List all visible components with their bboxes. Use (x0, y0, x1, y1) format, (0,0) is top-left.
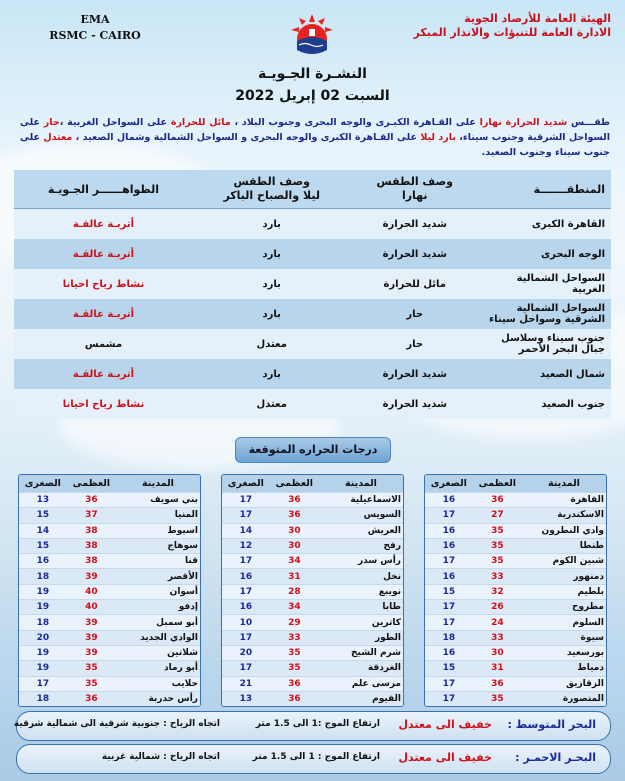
min-temp: 15 (425, 661, 473, 676)
min-temp: 17 (222, 661, 270, 676)
max-temp: 35 (67, 676, 116, 691)
min-header: الصغرى (19, 475, 67, 493)
temp-row (222, 661, 403, 676)
temp-row (19, 600, 200, 615)
summary-text: على القـاهرة الكبرى والوجه البحرى و السواحل الشمالية وشمال الصعيد ، (72, 132, 421, 143)
max-temp: 32 (473, 584, 522, 599)
max-temp: 31 (270, 569, 319, 584)
region-cell: السواحل الشمالية الشرقية وسواحل سيناء (479, 299, 611, 329)
temp-row (425, 584, 606, 599)
max-header: العظمى (270, 475, 319, 493)
max-temp: 38 (67, 554, 116, 569)
min-temp: 17 (222, 493, 270, 508)
min-temp: 16 (222, 569, 270, 584)
city-name: رأس سدر (319, 554, 403, 569)
day-cell: شديد الحرارة (351, 209, 479, 240)
city-name: القاهرة (522, 493, 606, 508)
min-temp: 17 (425, 600, 473, 615)
city-name: الوادي الجديد (116, 630, 200, 645)
table-row (14, 389, 611, 419)
sea-name: البحـر الاحمـر : (515, 751, 596, 764)
night-cell: بارد (193, 209, 351, 240)
temp-row (222, 676, 403, 691)
temp-row (19, 691, 200, 706)
city-name: شلاتين (116, 645, 200, 660)
summary-highlight: معتدل (43, 132, 73, 143)
min-temp: 16 (222, 600, 270, 615)
ema-label: EMA (80, 13, 110, 26)
min-header: الصغرى (425, 475, 473, 493)
min-temp: 17 (222, 584, 270, 599)
temp-row (19, 538, 200, 553)
temp-row (425, 523, 606, 538)
max-temp: 30 (473, 645, 522, 660)
min-temp: 14 (19, 523, 67, 538)
temp-row (19, 554, 200, 569)
summary-highlight: بارد ليلا (420, 132, 456, 143)
min-temp: 16 (425, 645, 473, 660)
city-name: كاترين (319, 615, 403, 630)
city-name: بلطيم (522, 584, 606, 599)
max-temp: 35 (473, 538, 522, 553)
night-cell: معتدل (193, 389, 351, 419)
col-region-header: المنطقـــــــة (479, 170, 611, 209)
max-temp: 40 (67, 600, 116, 615)
temp-row (425, 600, 606, 615)
city-name: رفح (319, 538, 403, 553)
region-cell: السواحل الشمالية الغربية (479, 269, 611, 299)
temp-row (425, 645, 606, 660)
min-temp: 19 (19, 600, 67, 615)
temp-row (19, 584, 200, 599)
city-name: سوهاج (116, 538, 200, 553)
temp-row (425, 538, 606, 553)
temps-box-right (424, 474, 607, 707)
min-temp: 15 (19, 508, 67, 523)
day-cell: شديد الحرارة (351, 389, 479, 419)
max-temp: 39 (67, 645, 116, 660)
temp-row (19, 661, 200, 676)
max-temp: 36 (473, 493, 522, 508)
temp-row (19, 630, 200, 645)
phenomena-cell: مشمس (14, 329, 193, 359)
phenomena-cell: نشاط رياح احيانا (14, 269, 193, 299)
city-name: أبو رماد (116, 661, 200, 676)
temp-row (19, 645, 200, 660)
col-phenomena-header: الظواهــــــر الجـويـة (14, 170, 193, 209)
min-temp: 17 (222, 630, 270, 645)
summary-highlight: حار (43, 117, 60, 128)
temperatures-title: درجات الحراره المتوقعة (235, 437, 391, 463)
max-header: العظمى (67, 475, 116, 493)
temp-row (222, 523, 403, 538)
summary-highlight: مائل للحرارة (170, 117, 231, 128)
night-cell: معتدل (193, 329, 351, 359)
temps-box-left (18, 474, 201, 707)
authority-name: الهيئة العامة للأرصاد الجوية (464, 12, 611, 25)
min-temp: 20 (222, 645, 270, 660)
city-name: وادي النطرون (522, 523, 606, 538)
temp-row (425, 630, 606, 645)
max-temp: 38 (67, 538, 116, 553)
temp-row (222, 645, 403, 660)
ema-header (40, 12, 150, 44)
city-name: طنطا (522, 538, 606, 553)
table-header-row (14, 170, 611, 209)
city-name: طابا (319, 600, 403, 615)
min-temp: 17 (425, 508, 473, 523)
max-temp: 35 (473, 691, 522, 706)
summary-text: طقـــس (567, 117, 610, 128)
city-name: رأس حدربة (116, 691, 200, 706)
city-name: المنصورة (522, 691, 606, 706)
temp-row (425, 508, 606, 523)
max-temp: 39 (67, 630, 116, 645)
city-name: دمنهور (522, 569, 606, 584)
min-temp: 17 (425, 676, 473, 691)
temp-row (425, 554, 606, 569)
table-row (14, 299, 611, 329)
summary-text: على القـاهرة الكبـرى والوجه البحرى وجنوب البلاد ، (230, 117, 480, 128)
phenomena-cell: نشاط رياح احيانا (14, 389, 193, 419)
max-temp: 29 (270, 615, 319, 630)
table-row (14, 209, 611, 240)
wave-height: ارتفاع الموج : 1 الى 1.5 متر (252, 752, 380, 762)
min-temp: 17 (425, 615, 473, 630)
max-temp: 31 (473, 661, 522, 676)
col-day-header: وصف الطقس نهارا (351, 170, 479, 209)
ema-logo-icon (287, 12, 337, 62)
max-temp: 33 (473, 569, 522, 584)
temp-row (19, 676, 200, 691)
city-name: الطور (319, 630, 403, 645)
max-temp: 35 (270, 645, 319, 660)
city-name: نخل (319, 569, 403, 584)
min-temp: 17 (222, 554, 270, 569)
temp-row (425, 615, 606, 630)
sea-name: البحر المتوسط : (507, 718, 596, 731)
city-name: الاسماعيلية (319, 493, 403, 508)
sea-red (16, 744, 611, 774)
sea-mediterranean (13, 711, 611, 741)
table-row (14, 359, 611, 389)
min-temp: 16 (19, 554, 67, 569)
temps-box-middle (221, 474, 404, 707)
city-name: سيوة (522, 630, 606, 645)
city-name: مطروح (522, 600, 606, 615)
max-header: العظمى (473, 475, 522, 493)
weather-summary (20, 115, 610, 160)
min-temp: 20 (19, 630, 67, 645)
rsmc-label: RSMC - CAIRO (49, 29, 141, 42)
temp-row (222, 508, 403, 523)
min-temp: 14 (222, 523, 270, 538)
max-temp: 36 (270, 508, 319, 523)
day-cell: حار (351, 329, 479, 359)
night-cell: بارد (193, 239, 351, 269)
table-row (14, 329, 611, 359)
max-temp: 36 (270, 676, 319, 691)
summary-highlight: شديد الحرارة نهارا (479, 117, 568, 128)
authority-header (391, 12, 611, 40)
summary-text: على السواحل الشرقية وجنوب سيناء، (20, 117, 610, 143)
table-row (14, 239, 611, 269)
day-cell: مائل للحرارة (351, 269, 479, 299)
bulletin-title: النشـرة الجـويـة (258, 66, 367, 82)
min-temp: 15 (425, 584, 473, 599)
city-name: المنيا (116, 508, 200, 523)
city-name: أبو سمبل (116, 615, 200, 630)
max-temp: 38 (67, 523, 116, 538)
temp-row (425, 569, 606, 584)
sea-state: خفيف الى معتدل (398, 718, 492, 731)
phenomena-cell: أتربـة عالقـة (14, 239, 193, 269)
temp-row (222, 615, 403, 630)
city-name: دمياط (522, 661, 606, 676)
max-temp: 36 (67, 493, 116, 508)
max-temp: 40 (67, 584, 116, 599)
regional-weather-table (14, 170, 611, 419)
max-temp: 37 (67, 508, 116, 523)
city-name: أسوان (116, 584, 200, 599)
city-name: إدفو (116, 600, 200, 615)
temp-row (222, 630, 403, 645)
max-temp: 36 (270, 691, 319, 706)
max-temp: 30 (270, 523, 319, 538)
city-name: الغردقة (319, 661, 403, 676)
region-cell: شمال الصعيد (479, 359, 611, 389)
temp-row (19, 508, 200, 523)
temp-row (425, 493, 606, 508)
temp-row (222, 691, 403, 706)
min-temp: 18 (19, 691, 67, 706)
min-temp: 18 (425, 630, 473, 645)
city-name: السلوم (522, 615, 606, 630)
city-name: الزقازيق (522, 676, 606, 691)
region-cell: جنوب الصعيد (479, 389, 611, 419)
temp-row (222, 538, 403, 553)
min-temp: 19 (19, 645, 67, 660)
temp-row (19, 569, 200, 584)
min-temp: 15 (19, 538, 67, 553)
min-temp: 17 (425, 691, 473, 706)
max-temp: 36 (270, 493, 319, 508)
city-name: الأقصر (116, 569, 200, 584)
min-temp: 16 (425, 569, 473, 584)
wind-direction: اتجاه الرياح : جنوبية شرقية الى شمالية شرقية (13, 719, 220, 729)
max-temp: 35 (270, 661, 319, 676)
temp-row (19, 493, 200, 508)
night-cell: بارد (193, 359, 351, 389)
max-temp: 28 (270, 584, 319, 599)
city-name: بني سويف (116, 493, 200, 508)
min-temp: 16 (425, 523, 473, 538)
max-temp: 36 (67, 691, 116, 706)
phenomena-cell: أتربـة عالقـة (14, 359, 193, 389)
city-name: شبين الكوم (522, 554, 606, 569)
phenomena-cell: أتربـة عالقـة (14, 299, 193, 329)
wind-direction: اتجاه الرياح : شمالية غربية (101, 752, 220, 762)
min-temp: 18 (19, 569, 67, 584)
temp-row (222, 554, 403, 569)
region-cell: الوجه البحرى (479, 239, 611, 269)
city-name: الفيوم (319, 691, 403, 706)
min-temp: 17 (425, 554, 473, 569)
max-temp: 34 (270, 554, 319, 569)
city-header: المدينة (522, 475, 606, 493)
min-temp: 19 (19, 584, 67, 599)
min-temp: 17 (222, 508, 270, 523)
max-temp: 27 (473, 508, 522, 523)
night-cell: بارد (193, 299, 351, 329)
min-temp: 17 (19, 676, 67, 691)
night-cell: بارد (193, 269, 351, 299)
min-temp: 13 (222, 691, 270, 706)
city-name: نويبع (319, 584, 403, 599)
temp-row (19, 615, 200, 630)
col-night-header: وصف الطقس ليلا والصباح الباكر (193, 170, 351, 209)
city-header: المدينة (116, 475, 200, 493)
summary-text: على جنوب سيناء وجنوب الصعيد. (20, 132, 610, 158)
temp-row (425, 676, 606, 691)
day-cell: شديد الحرارة (351, 239, 479, 269)
min-temp: 16 (425, 538, 473, 553)
temp-row (19, 523, 200, 538)
city-name: مرسى علم (319, 676, 403, 691)
min-header: الصغرى (222, 475, 270, 493)
max-temp: 39 (67, 615, 116, 630)
table-row (14, 269, 611, 299)
day-cell: شديد الحرارة (351, 359, 479, 389)
region-cell: القاهرة الكبرى (479, 209, 611, 240)
city-name: السويس (319, 508, 403, 523)
max-temp: 26 (473, 600, 522, 615)
city-name: اسيوط (116, 523, 200, 538)
max-temp: 33 (270, 630, 319, 645)
region-cell: جنوب سيناء وسلاسل جبال البحر الأحمر (479, 329, 611, 359)
city-name: قنا (116, 554, 200, 569)
city-name: العريش (319, 523, 403, 538)
phenomena-cell: أتربـة عالقـة (14, 209, 193, 240)
max-temp: 33 (473, 630, 522, 645)
sea-state: خفيف الى معتدل (398, 751, 492, 764)
max-temp: 35 (473, 554, 522, 569)
day-cell: حار (351, 299, 479, 329)
min-temp: 13 (19, 493, 67, 508)
min-temp: 19 (19, 661, 67, 676)
wave-height: ارتفاع الموج :1 الى 1.5 متر (255, 719, 380, 729)
min-temp: 16 (425, 493, 473, 508)
city-name: حلايب (116, 676, 200, 691)
temp-row (222, 600, 403, 615)
temp-row (222, 493, 403, 508)
temp-row (425, 661, 606, 676)
max-temp: 34 (270, 600, 319, 615)
min-temp: 21 (222, 676, 270, 691)
max-temp: 39 (67, 569, 116, 584)
department-name: الادارة العامة للتنبؤات والانذار المبكر (413, 26, 611, 39)
temp-row (222, 584, 403, 599)
max-temp: 30 (270, 538, 319, 553)
temp-row (425, 691, 606, 706)
city-header: المدينة (319, 475, 403, 493)
min-temp: 12 (222, 538, 270, 553)
max-temp: 35 (67, 661, 116, 676)
max-temp: 36 (473, 676, 522, 691)
city-name: بورسعيد (522, 645, 606, 660)
city-name: شرم الشيخ (319, 645, 403, 660)
city-name: الاسكندرية (522, 508, 606, 523)
max-temp: 24 (473, 615, 522, 630)
max-temp: 35 (473, 523, 522, 538)
temp-row (222, 569, 403, 584)
min-temp: 10 (222, 615, 270, 630)
summary-text: على السواحل الغربية ، (59, 117, 171, 128)
min-temp: 18 (19, 615, 67, 630)
bulletin-date: السبت 02 إبريل 2022 (235, 88, 390, 104)
